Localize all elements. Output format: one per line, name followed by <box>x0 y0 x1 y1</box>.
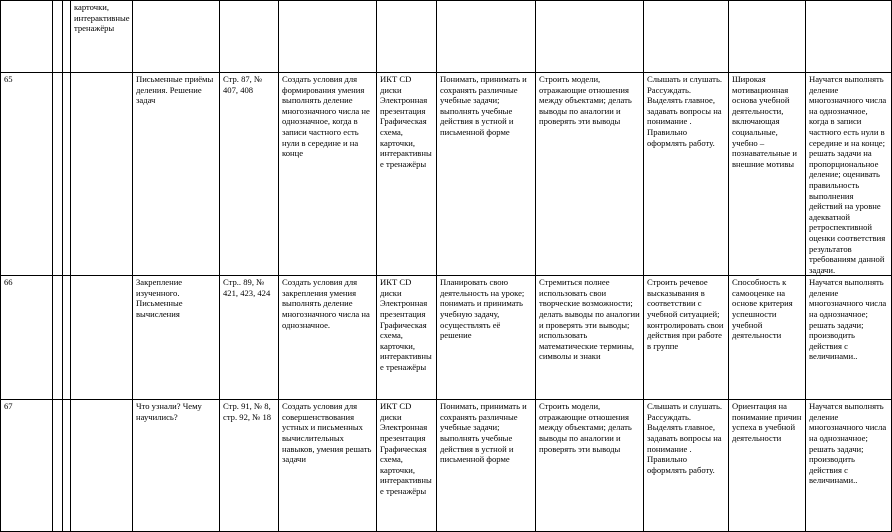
lesson-goal <box>279 400 377 532</box>
communicative-skills <box>644 400 729 532</box>
table-cell <box>806 1 892 73</box>
table-cell <box>53 400 63 532</box>
cell-text: Стр. 91, № 8, стр. 92, № 18 <box>223 401 272 422</box>
cognitive-skills <box>536 276 644 400</box>
cell-text: Письменные приёмы деления. Решение задач <box>136 74 214 106</box>
cell-text: Слышать и слушать. Рассуждать. Выделять главное, задавать вопросы на понимание . Правильно оформлять работу. <box>647 74 723 148</box>
lesson-goal <box>279 73 377 276</box>
subject-results <box>806 276 892 400</box>
table-row <box>1 400 892 532</box>
lesson-goal <box>279 276 377 400</box>
cell-text: Научатся выполнять деление многозначного числа на однозначное, когда в записи частного есть нули в середине и на конце; решать задачи на пропорциональное деление; оценивать правильность выполнения действий на уровне адекватной ретроспективной оценки соответствия результатов требованиям данной задачи. <box>809 74 887 275</box>
personal-results <box>729 276 806 400</box>
personal-results <box>729 400 806 532</box>
table-cell <box>63 73 71 276</box>
lesson-tools <box>377 73 437 276</box>
table-row <box>1 73 892 276</box>
regulative-skills <box>437 400 536 532</box>
cell-text: карточки, интерактивные тренажёры <box>74 2 130 34</box>
lesson-tools <box>377 400 437 532</box>
cell-text: ИКТ CD диски Электронная презентация Графическая схема, карточки, интерактивные тренажёры <box>380 74 432 169</box>
lesson-topic <box>133 400 220 532</box>
cell-text: Широкая мотивационная основа учебной деятельности, включающая социальные, учебно – познавательные и внешние мотивы <box>732 74 797 169</box>
lesson-topic <box>133 276 220 400</box>
lesson-topic <box>133 73 220 276</box>
table-cell <box>71 276 133 400</box>
cell-text: Научатся выполнять деление многозначного числа на однозначное; решать задачи; производить действия с величинами.. <box>809 277 887 362</box>
table-cell <box>63 276 71 400</box>
cell-text: Создать условия для совершенствования устных и письменных вычислительных навыков, умения решать задачи <box>282 401 372 465</box>
lesson-number <box>1 400 53 532</box>
cell-text: Создать условия для закрепления умения выполнять деление многозначного числа на однозначное. <box>282 277 370 330</box>
lesson-number <box>1 73 53 276</box>
subject-results <box>806 400 892 532</box>
personal-results <box>729 73 806 276</box>
table-cell <box>377 1 437 73</box>
cell-text: Создать условия для формирования умения выполнять деление многозначного числа не однозначное, когда в записи частного есть нули в середине и на конце <box>282 74 370 159</box>
cognitive-skills <box>536 400 644 532</box>
table-cell-tools <box>71 1 133 73</box>
table-cell <box>729 1 806 73</box>
table-cell <box>279 1 377 73</box>
table-row <box>1 276 892 400</box>
cell-text: Способность к самооценке на основе критерия успешности учебной деятельности <box>732 277 793 341</box>
textbook-pages <box>220 73 279 276</box>
lesson-number <box>1 276 53 400</box>
cell-text: Стремиться полнее использовать свои творческие возможности; делать выводы по аналогии и проверять эти выводы; использовать математические термины, символы и знаки <box>539 277 640 362</box>
cell-text: 67 <box>4 401 13 412</box>
cell-text: Стр.. 89, № 421, 423, 424 <box>223 277 271 298</box>
table-cell <box>220 1 279 73</box>
cell-text: Понимать, принимать и сохранять различные учебные задачи; выполнять учебные действия в устной и письменной форме <box>440 74 527 137</box>
table-cell <box>53 73 63 276</box>
table-cell <box>63 400 71 532</box>
cell-text: Стр. 87, № 407, 408 <box>223 74 263 95</box>
cell-text: ИКТ CD диски Электронная презентация Графическая схема, карточки, интерактивные тренажёры <box>380 277 432 373</box>
communicative-skills <box>644 276 729 400</box>
table-cell <box>1 1 53 73</box>
table-cell <box>71 400 133 532</box>
table-cell <box>53 276 63 400</box>
regulative-skills <box>437 73 536 276</box>
cell-text: Что узнали? Чему научились? <box>136 401 202 422</box>
table-cell <box>53 1 63 73</box>
lesson-tools <box>377 276 437 400</box>
cell-text: Строить модели, отражающие отношения между объектами; делать выводы по аналогии и проверять эти выводы <box>539 401 632 454</box>
table-cell <box>63 1 71 73</box>
cell-text: Слышать и слушать. Рассуждать. Выделять главное, задавать вопросы на понимание . Правильно оформлять работу. <box>647 401 723 475</box>
cell-text: 66 <box>4 277 13 288</box>
regulative-skills <box>437 276 536 400</box>
cell-text: 65 <box>4 74 13 84</box>
cell-text: Строить речевое высказывания в соответствии с учебной ситуацией; контролировать свои действия при работе в группе <box>647 277 724 351</box>
table-cell <box>536 1 644 73</box>
table-cell <box>133 1 220 73</box>
subject-results <box>806 73 892 276</box>
table-cell <box>71 73 133 276</box>
cell-text: Закрепление изученного. Письменные вычисления <box>136 277 183 320</box>
cognitive-skills <box>536 73 644 276</box>
textbook-pages <box>220 400 279 532</box>
table-row <box>1 1 892 73</box>
textbook-pages <box>220 276 279 400</box>
cell-text: ИКТ CD диски Электронная презентация Графическая схема, карточки, интерактивные тренажёры <box>380 401 432 497</box>
table-cell <box>644 1 729 73</box>
cell-text: Планировать свою деятельность на уроке; понимать и принимать учебную задачу, осуществлять её решение <box>440 277 525 341</box>
communicative-skills <box>644 73 729 276</box>
table-cell <box>437 1 536 73</box>
cell-text: Научатся выполнять деление многозначного числа на однозначное; решать задачи; производить действия с величинами.. <box>809 401 887 486</box>
cell-text: Строить модели, отражающие отношения между объектами; делать выводы по аналогии и проверять эти выводы <box>539 74 632 127</box>
cell-text: Понимать, принимать и сохранять различные учебные задачи; выполнять учебные действия в устной и письменной форме <box>440 401 527 465</box>
cell-text: Ориентация на понимание причин успеха в учебной деятельности <box>732 401 802 444</box>
